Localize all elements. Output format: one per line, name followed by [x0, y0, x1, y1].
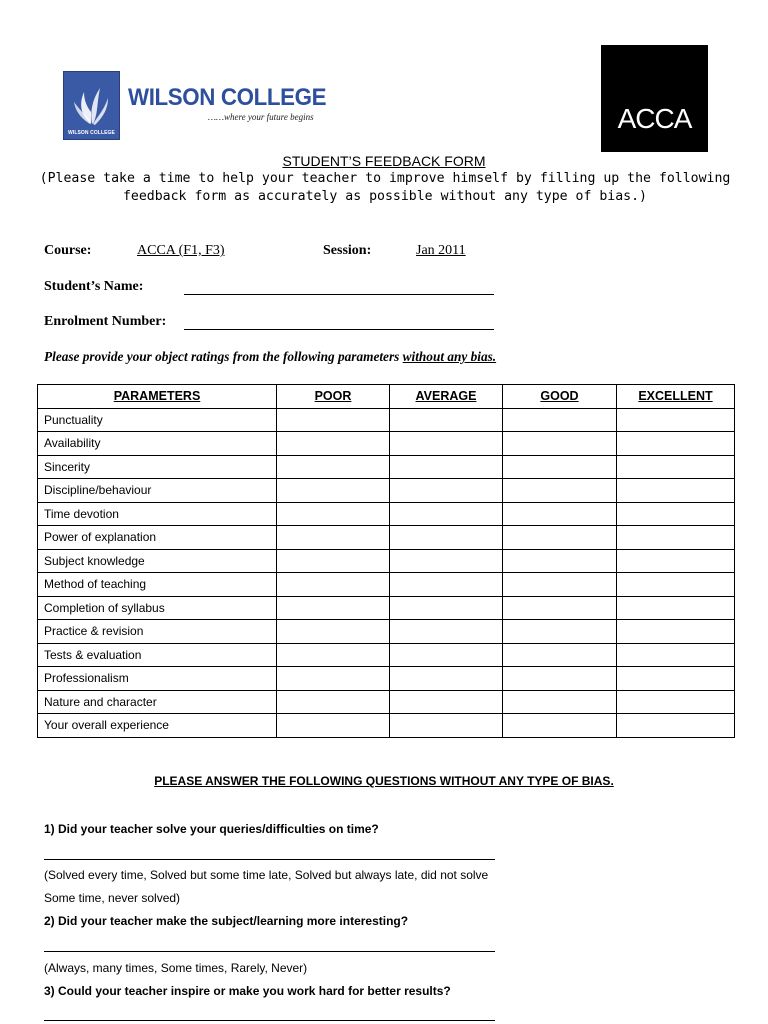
rating-cell-excellent[interactable]: [617, 690, 735, 714]
rating-cell-average[interactable]: [390, 643, 503, 667]
table-row: [38, 526, 735, 550]
rating-cell-average[interactable]: [390, 667, 503, 691]
rating-cell-excellent[interactable]: [617, 643, 735, 667]
parameter-label: Time devotion: [38, 502, 277, 526]
rating-cell-poor[interactable]: [277, 479, 390, 503]
rating-cell-good[interactable]: [503, 573, 617, 597]
table-row: [38, 479, 735, 503]
instruction-emphasis: without any bias.: [402, 349, 497, 364]
rating-cell-good[interactable]: [503, 596, 617, 620]
table-row: [38, 432, 735, 456]
parameter-label: Tests & evaluation: [38, 643, 277, 667]
parameter-label: Availability: [38, 432, 277, 456]
question-3: 3) Could your teacher inspire or make you work hard for better results?: [44, 984, 451, 998]
table-row: [38, 667, 735, 691]
rating-cell-excellent[interactable]: [617, 455, 735, 479]
header-excellent: EXCELLENT: [617, 385, 735, 409]
wilson-college-logo: [63, 71, 120, 140]
acca-logo: [601, 45, 708, 152]
table-row: [38, 549, 735, 573]
question-1-options-line-2: Some time, never solved): [44, 891, 181, 905]
rating-cell-excellent[interactable]: [617, 620, 735, 644]
acca-logo-text: ACCA: [617, 103, 692, 134]
rating-cell-good[interactable]: [503, 620, 617, 644]
rating-cell-poor[interactable]: [277, 432, 390, 456]
parameter-label: Nature and character: [38, 690, 277, 714]
rating-cell-excellent[interactable]: [617, 573, 735, 597]
questions-heading: PLEASE ANSWER THE FOLLOWING QUESTIONS WITHOUT ANY TYPE OF BIAS.: [154, 774, 614, 788]
student-name-field[interactable]: [184, 294, 494, 295]
rating-instruction: [44, 349, 496, 365]
ratings-table: [37, 384, 735, 738]
rating-cell-excellent[interactable]: [617, 596, 735, 620]
rating-cell-good[interactable]: [503, 408, 617, 432]
table-row: [38, 714, 735, 738]
rating-cell-good[interactable]: [503, 432, 617, 456]
table-row: [38, 643, 735, 667]
rating-cell-poor[interactable]: [277, 714, 390, 738]
table-row: [38, 620, 735, 644]
parameter-label: Subject knowledge: [38, 549, 277, 573]
rating-cell-poor[interactable]: [277, 455, 390, 479]
parameter-label: Punctuality: [38, 408, 277, 432]
question-2-options: (Always, many times, Some times, Rarely, Never): [44, 961, 308, 975]
rating-cell-average[interactable]: [390, 714, 503, 738]
logo-mini-text: WILSON COLLEGE: [68, 130, 115, 136]
rating-cell-excellent[interactable]: [617, 479, 735, 503]
header-average: AVERAGE: [390, 385, 503, 409]
parameter-label: Practice & revision: [38, 620, 277, 644]
rating-cell-average[interactable]: [390, 690, 503, 714]
parameter-label: Method of teaching: [38, 573, 277, 597]
header-good: GOOD: [503, 385, 617, 409]
rating-cell-poor[interactable]: [277, 502, 390, 526]
rating-cell-average[interactable]: [390, 573, 503, 597]
answer-line-3[interactable]: [44, 1020, 495, 1021]
rating-cell-poor[interactable]: [277, 596, 390, 620]
form-subtitle: (Please take a time to help your teacher to improve himself by filling up the following feedback form as accurately as possible without any type of bias.): [39, 171, 731, 204]
table-row: [38, 502, 735, 526]
student-name-label: Student’s Name:: [44, 279, 144, 294]
rating-cell-poor[interactable]: [277, 690, 390, 714]
answer-line-1[interactable]: [44, 859, 495, 860]
rating-cell-excellent[interactable]: [617, 714, 735, 738]
rating-cell-average[interactable]: [390, 526, 503, 550]
flame-emblem-icon: [64, 72, 119, 139]
rating-cell-poor[interactable]: [277, 643, 390, 667]
college-name: WILSON COLLEGE: [128, 84, 327, 111]
form-title: STUDENT’S FEEDBACK FORM: [282, 153, 486, 169]
table-row: [38, 408, 735, 432]
course-label: Course:: [44, 243, 92, 258]
rating-cell-good[interactable]: [503, 643, 617, 667]
table-row: [38, 455, 735, 479]
rating-cell-average[interactable]: [390, 432, 503, 456]
rating-cell-excellent[interactable]: [617, 408, 735, 432]
rating-cell-average[interactable]: [390, 408, 503, 432]
header-parameters: PARAMETERS: [38, 385, 277, 409]
table-row: [38, 596, 735, 620]
rating-cell-excellent[interactable]: [617, 526, 735, 550]
rating-cell-average[interactable]: [390, 549, 503, 573]
rating-cell-good[interactable]: [503, 690, 617, 714]
rating-cell-good[interactable]: [503, 667, 617, 691]
rating-cell-average[interactable]: [390, 502, 503, 526]
rating-cell-excellent[interactable]: [617, 432, 735, 456]
parameter-label: Completion of syllabus: [38, 596, 277, 620]
question-1-options-line-1: (Solved every time, Solved but some time late, Solved but always late, did not solve: [44, 868, 489, 882]
rating-cell-average[interactable]: [390, 479, 503, 503]
rating-cell-average[interactable]: [390, 620, 503, 644]
rating-cell-good[interactable]: [503, 455, 617, 479]
rating-cell-poor[interactable]: [277, 620, 390, 644]
rating-cell-excellent[interactable]: [617, 502, 735, 526]
rating-cell-poor[interactable]: [277, 408, 390, 432]
parameter-label: Sincerity: [38, 455, 277, 479]
rating-cell-excellent[interactable]: [617, 667, 735, 691]
table-row: [38, 690, 735, 714]
rating-cell-excellent[interactable]: [617, 549, 735, 573]
instruction-text: Please provide your object ratings from the following parameters: [44, 349, 403, 364]
answer-line-2[interactable]: [44, 951, 495, 952]
session-value: Jan 2011: [416, 243, 466, 258]
rating-cell-good[interactable]: [503, 479, 617, 503]
rating-cell-good[interactable]: [503, 502, 617, 526]
rating-cell-average[interactable]: [390, 596, 503, 620]
parameter-label: Professionalism: [38, 667, 277, 691]
table-row: [38, 573, 735, 597]
table-header-row: [38, 385, 735, 409]
session-label: Session:: [323, 243, 372, 258]
rating-cell-good[interactable]: [503, 549, 617, 573]
rating-cell-poor[interactable]: [277, 573, 390, 597]
rating-cell-good[interactable]: [503, 526, 617, 550]
rating-cell-poor[interactable]: [277, 526, 390, 550]
parameter-label: Your overall experience: [38, 714, 277, 738]
enrolment-label: Enrolment Number:: [44, 314, 167, 329]
parameter-label: Discipline/behaviour: [38, 479, 277, 503]
college-tagline: ……where your future begins: [208, 112, 314, 122]
rating-cell-good[interactable]: [503, 714, 617, 738]
course-value: ACCA (F1, F3): [137, 243, 225, 258]
rating-cell-poor[interactable]: [277, 549, 390, 573]
enrolment-field[interactable]: [184, 329, 494, 330]
question-1: 1) Did your teacher solve your queries/difficulties on time?: [44, 822, 379, 836]
parameter-label: Power of explanation: [38, 526, 277, 550]
rating-cell-poor[interactable]: [277, 667, 390, 691]
rating-cell-average[interactable]: [390, 455, 503, 479]
header-poor: POOR: [277, 385, 390, 409]
question-2: 2) Did your teacher make the subject/learning more interesting?: [44, 914, 409, 928]
